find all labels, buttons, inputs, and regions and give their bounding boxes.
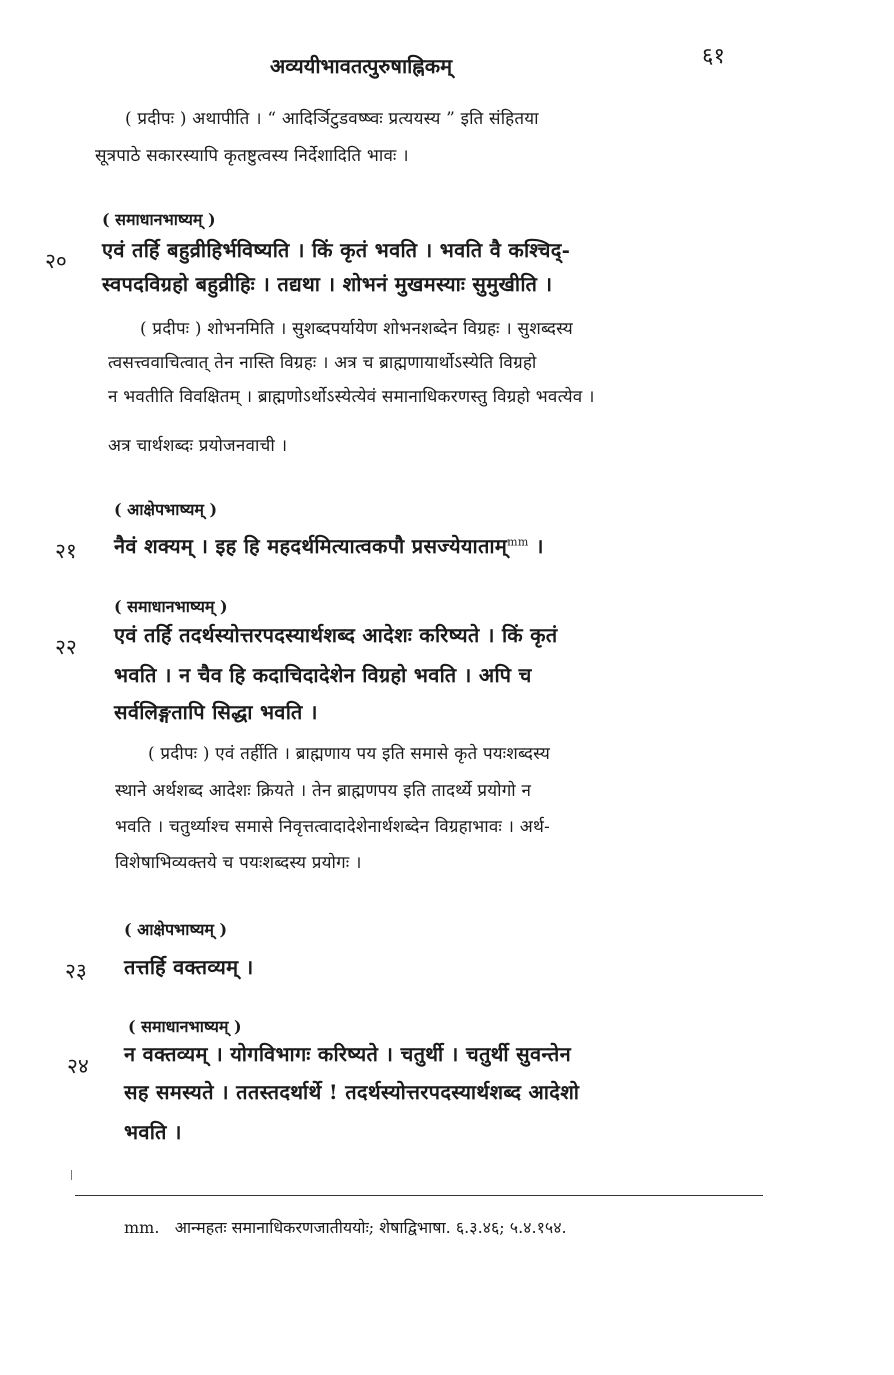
bhashya-line: सर्वलिङ्गतापि सिद्धा भवति । [114, 700, 318, 724]
footnote-marker: mm [507, 535, 529, 549]
pradipa-line: न भवतीति विवक्षितम् । ब्राह्मणोऽर्थोऽस्येत्येवं समानाधिकरणस्तु विग्रहो भवत्येव । [108, 387, 595, 407]
bhashya-text: नैवं शक्यम् । इह हि महदर्थमित्यात्वकपौ प्रसज्येयाताम् [114, 534, 508, 558]
section-label: ( समाधानभाष्यम् ) [102, 210, 216, 229]
intro-pradipa-line: सूत्रपाठे सकारस्यापि कृतष्टुत्वस्य निर्देशादिति भावः । [95, 146, 409, 166]
pradipa-line: ( प्रदीपः ) शोभनमिति । सुशब्दपर्यायेण शोभनशब्देन विग्रहः । सुशब्दस्य [140, 319, 573, 339]
pradipa-line: स्थाने अर्थशब्द आदेशः क्रियते । तेन ब्राह्मणपय इति तादर्थ्ये प्रयोगो न [115, 781, 532, 801]
section-label: ( समाधानभाष्यम् ) [114, 597, 228, 616]
section-label: ( आक्षेपभाष्यम् ) [114, 500, 218, 519]
bhashya-line: एवं तर्हि बहुव्रीहिर्भविष्यति । किं कृतं भवति । भवति वै कश्चिद्- [102, 238, 571, 262]
page-title: अव्ययीभावतत्पुरुषाह्निकम् [270, 54, 453, 78]
intro-pradipa-line: ( प्रदीपः ) अथापीति । “ आदिर्ञिटुडवष्ष्वः प्रत्ययस्य ” इति संहितया [125, 109, 539, 129]
footnote-text: आन्महतः समानाधिकरणजातीययोः; शेषाद्विभाषा. ६.३.४६; ५.४.१५४. [174, 1218, 567, 1237]
pradipa-line: त्वसत्त्ववाचित्वात् तेन नास्ति विग्रहः । अत्र च ब्राह्मणायार्थोऽस्येति विग्रहो [108, 353, 537, 373]
pradipa-line: ( प्रदीपः ) एवं तर्हीति । ब्राह्मणाय पय इति समासे कृते पयःशब्दस्य [148, 744, 551, 764]
bhashya-line: तत्तर्हि वक्तव्यम् । [124, 955, 254, 979]
pradipa-line: भवति । चतुर्थ्याश्च समासे निवृत्तत्वादादेशेनार्थशब्देन विग्रहाभावः । अर्थ- [115, 817, 550, 837]
danda: । [528, 534, 544, 558]
pradipa-line: अत्र चार्थशब्दः प्रयोजनवाची । [108, 436, 288, 456]
bhashya-line: भवति । न चैव हि कदाचिदादेशेन विग्रहो भवति । अपि च [114, 663, 532, 687]
section-number: २१ [55, 539, 77, 563]
bhashya-line: न वक्तव्यम् । योगविभागः करिष्यते । चतुर्थी । चतुर्थी सुवन्तेन [124, 1042, 571, 1066]
pradipa-line: विशेषाभिव्यक्तये च पयःशब्दस्य प्रयोगः । [115, 853, 362, 873]
footnote [124, 1216, 567, 1238]
bhashya-line: एवं तर्हि तदर्थस्योत्तरपदस्यार्थशब्द आदेशः करिष्यते । किं कृतं [114, 623, 558, 647]
bhashya-line [114, 532, 544, 559]
bhashya-line: स्वपदविग्रहो बहुव्रीहिः । तद्यथा । शोभनं मुखमस्याः सुमुखीति । [102, 272, 553, 296]
bhashya-line: सह समस्यते । ततस्तदर्थार्थे ! तदर्थस्योत्तरपदस्यार्थशब्द आदेशो [124, 1080, 580, 1104]
section-label: ( आक्षेपभाष्यम् ) [124, 920, 228, 939]
section-label: ( समाधानभाष्यम् ) [128, 1017, 242, 1036]
bhashya-line: भवति । [124, 1120, 182, 1144]
margin-mark [71, 1170, 72, 1180]
footnote-rule [75, 1195, 763, 1196]
section-number: २२ [55, 635, 77, 659]
section-number: २४ [67, 1054, 89, 1078]
footnote-label: mm. [124, 1218, 160, 1237]
page-number: ६१ [702, 44, 725, 69]
section-number: २३ [65, 959, 87, 983]
section-number: २० [45, 249, 67, 273]
